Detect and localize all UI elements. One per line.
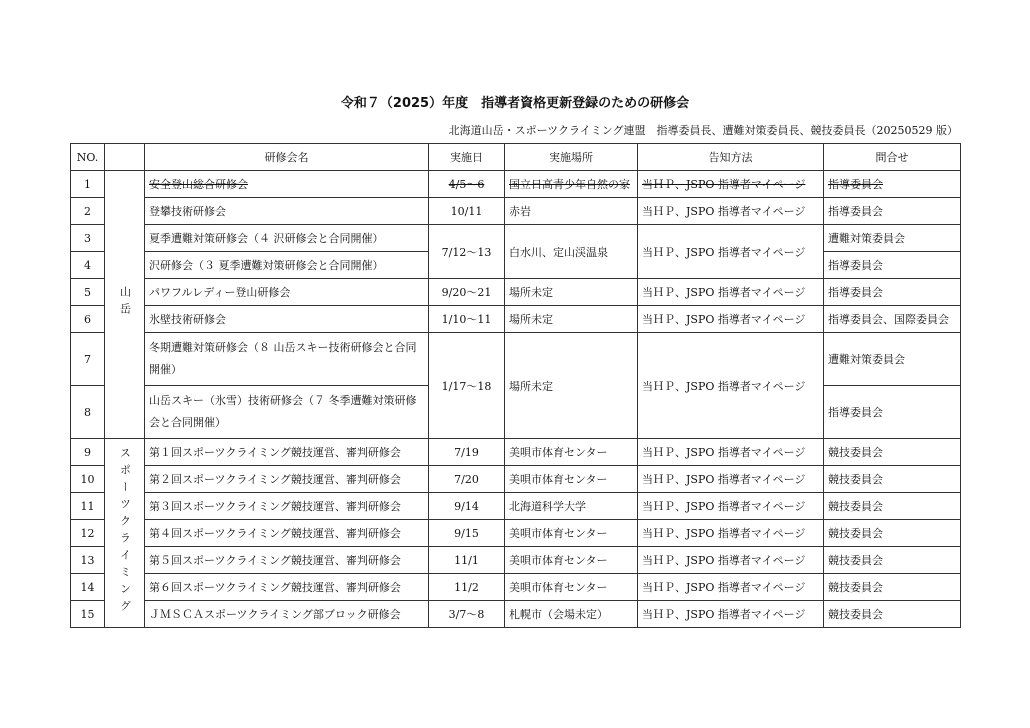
row-contact: 競技委員会 xyxy=(824,493,961,520)
row-no: 1 xyxy=(71,171,105,198)
table-row xyxy=(71,520,961,547)
row-place: 白水川、定山渓温泉 xyxy=(505,225,638,279)
row-contact: 競技委員会 xyxy=(824,439,961,466)
row-place: 美唄市体育センター xyxy=(505,547,638,574)
category-label: 山岳 xyxy=(118,286,132,320)
document-subtitle: 北海道山岳・スポーツクライミング連盟 指導委員長、遭難対策委員長、競技委員長（20250529 版） xyxy=(448,124,958,137)
row-place: 美唄市体育センター xyxy=(505,574,638,601)
seminar-table xyxy=(70,143,961,628)
row-name: 安全登山総合研修会 xyxy=(145,171,429,198)
row-no: 7 xyxy=(71,333,105,386)
row-no: 4 xyxy=(71,252,105,279)
row-name: 第３回スポーツクライミング競技運営、審判研修会 xyxy=(145,493,429,520)
row-date: 3/7〜8 xyxy=(429,601,505,628)
row-notice: 当ＨＰ、JSPO 指導者マイページ xyxy=(638,574,824,601)
category-mountain xyxy=(105,171,145,439)
row-date: 7/12〜13 xyxy=(429,225,505,279)
row-notice: 当ＨＰ、JSPO 指導者マイページ xyxy=(638,466,824,493)
row-notice: 当ＨＰ、JSPO 指導者マイページ xyxy=(638,601,824,628)
row-name: パワフルレディー登山研修会 xyxy=(145,279,429,306)
row-name: ＪＭＳＣＡスポーツクライミング部ブロック研修会 xyxy=(145,601,429,628)
row-place: 場所未定 xyxy=(505,279,638,306)
row-contact: 指導委員会 xyxy=(824,252,961,279)
row-no: 8 xyxy=(71,386,105,439)
row-name: 第４回スポーツクライミング競技運営、審判研修会 xyxy=(145,520,429,547)
row-notice: 当ＨＰ、JSPO 指導者マイページ xyxy=(638,493,824,520)
table-header-row xyxy=(71,144,961,171)
row-place: 北海道科学大学 xyxy=(505,493,638,520)
row-notice: 当ＨＰ、JSPO 指導者マイページ xyxy=(638,439,824,466)
row-no: 9 xyxy=(71,439,105,466)
row-name: 山岳スキー（氷雪）技術研修会（７ 冬季遭難対策研修会と合同開催） xyxy=(145,386,429,439)
table-row xyxy=(71,225,961,252)
row-place: 赤岩 xyxy=(505,198,638,225)
row-no: 5 xyxy=(71,279,105,306)
row-name: 第６回スポーツクライミング競技運営、審判研修会 xyxy=(145,574,429,601)
row-contact: 競技委員会 xyxy=(824,520,961,547)
header-no: NO. xyxy=(71,144,105,171)
table-row xyxy=(71,466,961,493)
table-row xyxy=(71,601,961,628)
row-place: 場所未定 xyxy=(505,333,638,439)
row-name: 第５回スポーツクライミング競技運営、審判研修会 xyxy=(145,547,429,574)
row-contact: 遭難対策委員会 xyxy=(824,333,961,386)
table-row xyxy=(71,439,961,466)
header-name: 研修会名 xyxy=(145,144,429,171)
document-title: 令和７（2025）年度 指導者資格更新登録のための研修会 xyxy=(340,96,690,111)
category-label: スポーツクライミング xyxy=(118,446,132,617)
header-category xyxy=(105,144,145,171)
row-name: 冬期遭難対策研修会（８ 山岳スキー技術研修会と合同開催） xyxy=(145,333,429,386)
table-row xyxy=(71,574,961,601)
row-contact: 指導委員会 xyxy=(824,386,961,439)
row-no: 10 xyxy=(71,466,105,493)
table-row xyxy=(71,279,961,306)
table-row xyxy=(71,547,961,574)
row-notice: 当ＨＰ、JSPO 指導者マイページ xyxy=(638,520,824,547)
row-no: 14 xyxy=(71,574,105,601)
row-no: 15 xyxy=(71,601,105,628)
table-row xyxy=(71,198,961,225)
table-row xyxy=(71,171,961,198)
row-notice: 当ＨＰ、JSPO 指導者マイページ xyxy=(638,306,824,333)
row-no: 6 xyxy=(71,306,105,333)
table-row xyxy=(71,306,961,333)
table-row xyxy=(71,493,961,520)
row-contact: 競技委員会 xyxy=(824,466,961,493)
row-date: 1/17〜18 xyxy=(429,333,505,439)
row-place: 美唄市体育センター xyxy=(505,466,638,493)
row-contact: 競技委員会 xyxy=(824,574,961,601)
row-notice: 当ＨＰ、JSPO 指導者マイページ xyxy=(638,225,824,279)
row-date: 9/14 xyxy=(429,493,505,520)
row-date: 11/1 xyxy=(429,547,505,574)
row-contact: 競技委員会 xyxy=(824,601,961,628)
row-notice: 当ＨＰ、JSPO 指導者マイページ xyxy=(638,547,824,574)
row-no: 2 xyxy=(71,198,105,225)
row-date: 9/15 xyxy=(429,520,505,547)
row-name: 氷壁技術研修会 xyxy=(145,306,429,333)
row-contact: 指導委員会 xyxy=(824,171,961,198)
row-place: 札幌市（会場未定） xyxy=(505,601,638,628)
row-date: 10/11 xyxy=(429,198,505,225)
row-no: 3 xyxy=(71,225,105,252)
row-notice: 当ＨＰ、JSPO 指導者マイページ xyxy=(638,171,824,198)
table-row xyxy=(71,333,961,386)
category-sport-climbing xyxy=(105,439,145,628)
row-place: 美唄市体育センター xyxy=(505,439,638,466)
row-notice: 当ＨＰ、JSPO 指導者マイページ xyxy=(638,198,824,225)
row-name: 第２回スポーツクライミング競技運営、審判研修会 xyxy=(145,466,429,493)
row-contact: 指導委員会、国際委員会 xyxy=(824,306,961,333)
row-place: 国立日高青少年自然の家 xyxy=(505,171,638,198)
row-no: 12 xyxy=(71,520,105,547)
row-contact: 指導委員会 xyxy=(824,279,961,306)
row-no: 11 xyxy=(71,493,105,520)
row-contact: 遭難対策委員会 xyxy=(824,225,961,252)
row-name: 第１回スポーツクライミング競技運営、審判研修会 xyxy=(145,439,429,466)
row-no: 13 xyxy=(71,547,105,574)
header-place: 実施場所 xyxy=(505,144,638,171)
row-contact: 指導委員会 xyxy=(824,198,961,225)
header-contact: 問合せ xyxy=(824,144,961,171)
header-date: 実施日 xyxy=(429,144,505,171)
row-date: 7/19 xyxy=(429,439,505,466)
row-place: 美唄市体育センター xyxy=(505,520,638,547)
row-name: 登攀技術研修会 xyxy=(145,198,429,225)
row-date: 1/10〜11 xyxy=(429,306,505,333)
row-contact: 競技委員会 xyxy=(824,547,961,574)
row-notice: 当ＨＰ、JSPO 指導者マイページ xyxy=(638,279,824,306)
row-date: 9/20〜21 xyxy=(429,279,505,306)
row-date: 4/5〜6 xyxy=(429,171,505,198)
row-name: 沢研修会（３ 夏季遭難対策研修会と合同開催） xyxy=(145,252,429,279)
row-date: 7/20 xyxy=(429,466,505,493)
row-notice: 当ＨＰ、JSPO 指導者マイページ xyxy=(638,333,824,439)
header-notice: 告知方法 xyxy=(638,144,824,171)
row-place: 場所未定 xyxy=(505,306,638,333)
row-name: 夏季遭難対策研修会（４ 沢研修会と合同開催） xyxy=(145,225,429,252)
row-date: 11/2 xyxy=(429,574,505,601)
